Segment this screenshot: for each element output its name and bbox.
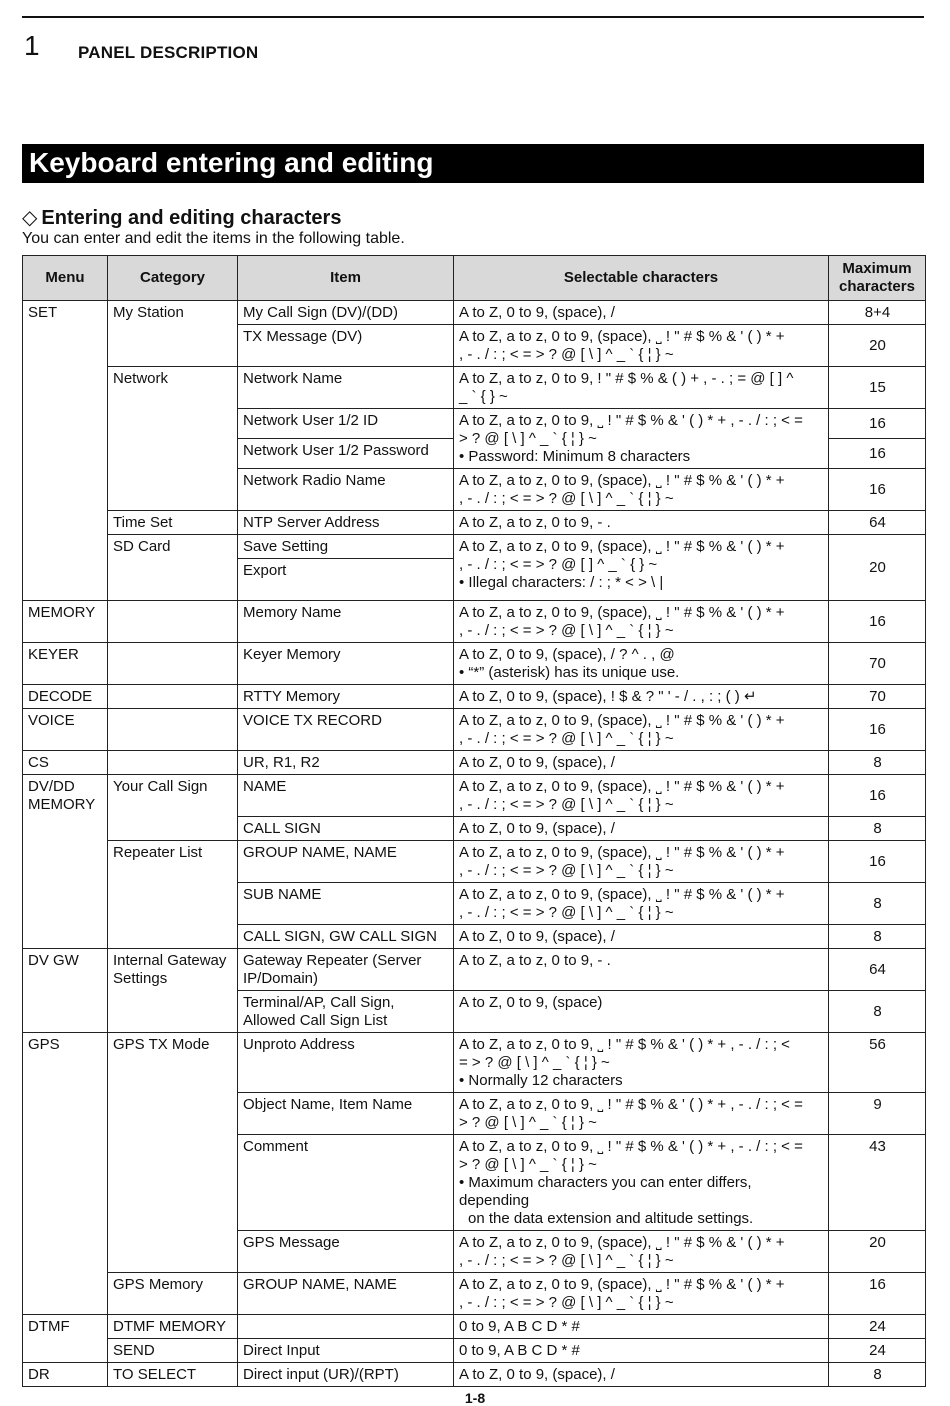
chapter-number: 1 bbox=[24, 30, 40, 61]
cell-max: 64 bbox=[829, 949, 926, 991]
cell-max: 20 bbox=[829, 325, 926, 367]
cell-max: 24 bbox=[829, 1315, 926, 1339]
cell-chars: A to Z, a to z, 0 to 9, (space), ˽ ! " # $ % & ' ( ) * + , - . / : ; < = > ? @ [ \ ] ^ _ ` { ¦ } ~ bbox=[454, 841, 829, 883]
cell-chars: A to Z, a to z, 0 to 9, - . bbox=[454, 949, 829, 991]
cell-category bbox=[108, 643, 238, 685]
cell-max: 16 bbox=[829, 409, 926, 439]
table-row bbox=[23, 367, 926, 409]
cell-max: 8 bbox=[829, 1363, 926, 1387]
cell-category: My Station bbox=[108, 301, 238, 367]
table-row bbox=[23, 1339, 926, 1363]
cell-chars: A to Z, a to z, 0 to 9, (space), ˽ ! " # $ % & ' ( ) * + , - . / : ; < = > ? @ [ \ ] ^ _ ` { ¦ } ~ bbox=[454, 709, 829, 751]
cell-item: Network User 1/2 ID bbox=[238, 409, 454, 439]
cell-chars: A to Z, 0 to 9, (space), / bbox=[454, 925, 829, 949]
cell-max: 16 bbox=[829, 439, 926, 469]
cell-max: 56 bbox=[829, 1033, 926, 1093]
cell-category: DTMF MEMORY bbox=[108, 1315, 238, 1339]
cell-category: Network bbox=[108, 367, 238, 511]
cell-item: Export bbox=[238, 559, 454, 601]
cell-chars: A to Z, 0 to 9, (space), / bbox=[454, 817, 829, 841]
intro-text: You can enter and edit the items in the following table. bbox=[22, 230, 405, 247]
cell-category: Repeater List bbox=[108, 841, 238, 949]
table-row bbox=[23, 301, 926, 325]
cell-max: 15 bbox=[829, 367, 926, 409]
cell-menu: GPS bbox=[23, 1033, 108, 1315]
subsection-title: Entering and editing characters bbox=[41, 207, 342, 229]
cell-item: Comment bbox=[238, 1135, 454, 1231]
cell-category: SD Card bbox=[108, 535, 238, 601]
section-banner bbox=[22, 144, 924, 183]
cell-max: 16 bbox=[829, 601, 926, 643]
cell-max: 16 bbox=[829, 841, 926, 883]
cell-category: Time Set bbox=[108, 511, 238, 535]
table-row bbox=[23, 601, 926, 643]
cell-category bbox=[108, 751, 238, 775]
cell-chars: 0 to 9, A B C D * # bbox=[454, 1339, 829, 1363]
cell-max: 16 bbox=[829, 775, 926, 817]
cell-chars: 0 to 9, A B C D * # bbox=[454, 1315, 829, 1339]
cell-chars: A to Z, a to z, 0 to 9, ˽ ! " # $ % & ' ( ) * + , - . / : ; < = > ? @ [ \ ] ^ _ ` { ¦ } ~ bbox=[454, 1093, 829, 1135]
cell-menu: MEMORY bbox=[23, 601, 108, 643]
cell-chars: A to Z, a to z, 0 to 9, (space), ˽ ! " # $ % & ' ( ) * + , - . / : ; < = > ? @ [ \ ] ^ _ ` { ¦ } ~ bbox=[454, 1231, 829, 1273]
table-row bbox=[23, 685, 926, 709]
page-number: 1-8 bbox=[464, 1390, 486, 1406]
header-category: Category bbox=[108, 256, 238, 301]
cell-item: NAME bbox=[238, 775, 454, 817]
cell-chars: A to Z, 0 to 9, (space), / bbox=[454, 301, 829, 325]
table-header-row bbox=[23, 256, 926, 301]
cell-item: Object Name, Item Name bbox=[238, 1093, 454, 1135]
cell-item: Network Radio Name bbox=[238, 469, 454, 511]
cell-chars: A to Z, a to z, 0 to 9, - . bbox=[454, 511, 829, 535]
cell-item: Direct input (UR)/(RPT) bbox=[238, 1363, 454, 1387]
cell-item: Network User 1/2 Password bbox=[238, 439, 454, 469]
cell-category bbox=[108, 601, 238, 643]
characters-table bbox=[22, 255, 926, 1387]
cell-item: Keyer Memory bbox=[238, 643, 454, 685]
cell-category: SEND bbox=[108, 1339, 238, 1363]
cell-item: GROUP NAME, NAME bbox=[238, 841, 454, 883]
cell-max: 8 bbox=[829, 751, 926, 775]
cell-max: 8 bbox=[829, 883, 926, 925]
table-row bbox=[23, 535, 926, 559]
cell-item: My Call Sign (DV)/(DD) bbox=[238, 301, 454, 325]
section-title: Keyboard entering and editing bbox=[29, 147, 434, 178]
cell-chars: A to Z, a to z, 0 to 9, (space), ˽ ! " # $ % & ' ( ) * + , - . / : ; < = > ? @ [ \ ] ^ _ ` { ¦ } ~ bbox=[454, 325, 829, 367]
cell-item: Terminal/AP, Call Sign, Allowed Call Sign List bbox=[238, 991, 454, 1033]
cell-chars: A to Z, 0 to 9, (space), / bbox=[454, 1363, 829, 1387]
cell-max: 8 bbox=[829, 991, 926, 1033]
cell-menu: CS bbox=[23, 751, 108, 775]
cell-menu: KEYER bbox=[23, 643, 108, 685]
header-selectable-characters: Selectable characters bbox=[454, 256, 829, 301]
cell-item: CALL SIGN bbox=[238, 817, 454, 841]
cell-chars: A to Z, 0 to 9, (space), / bbox=[454, 751, 829, 775]
cell-max: 24 bbox=[829, 1339, 926, 1363]
table-row bbox=[23, 643, 926, 685]
cell-max: 8 bbox=[829, 817, 926, 841]
cell-item: SUB NAME bbox=[238, 883, 454, 925]
cell-item: GROUP NAME, NAME bbox=[238, 1273, 454, 1315]
cell-chars: A to Z, a to z, 0 to 9, (space), ˽ ! " # $ % & ' ( ) * + , - . / : ; < = > ? @ [ \ ] ^ _ ` { ¦ } ~ bbox=[454, 469, 829, 511]
cell-max: 16 bbox=[829, 1273, 926, 1315]
cell-menu: DV/DD MEMORY bbox=[23, 775, 108, 949]
cell-menu: DECODE bbox=[23, 685, 108, 709]
top-rule bbox=[22, 16, 924, 18]
cell-item: TX Message (DV) bbox=[238, 325, 454, 367]
table-row bbox=[23, 775, 926, 817]
cell-item: NTP Server Address bbox=[238, 511, 454, 535]
cell-chars: A to Z, a to z, 0 to 9, ! " # $ % & ( ) + , - . ; = @ [ ] ^ _ ` { } ~ bbox=[454, 367, 829, 409]
table-row bbox=[23, 751, 926, 775]
cell-menu: VOICE bbox=[23, 709, 108, 751]
cell-chars: A to Z, a to z, 0 to 9, ˽ ! " # $ % & ' ( ) * + , - . / : ; < = > ? @ [ \ ] ^ _ ` { ¦ } ~ • Maximum characters you can enter differs, depending on the data extension and altitude settings. bbox=[454, 1135, 829, 1231]
cell-menu: SET bbox=[23, 301, 108, 601]
cell-category: TO SELECT bbox=[108, 1363, 238, 1387]
table-row bbox=[23, 709, 926, 751]
cell-category: Internal Gateway Settings bbox=[108, 949, 238, 1033]
table-row bbox=[23, 1033, 926, 1093]
cell-item: Direct Input bbox=[238, 1339, 454, 1363]
cell-chars: A to Z, a to z, 0 to 9, (space), ˽ ! " # $ % & ' ( ) * + , - . / : ; < = > ? @ [ \ ] ^ _ ` { ¦ } ~ bbox=[454, 601, 829, 643]
cell-max: 8 bbox=[829, 925, 926, 949]
diamond-icon: ◇ bbox=[22, 207, 38, 229]
cell-item bbox=[238, 1315, 454, 1339]
cell-category: GPS Memory bbox=[108, 1273, 238, 1315]
cell-item: Gateway Repeater (Server IP/Domain) bbox=[238, 949, 454, 991]
cell-category bbox=[108, 709, 238, 751]
cell-menu: DV GW bbox=[23, 949, 108, 1033]
table-row bbox=[23, 511, 926, 535]
cell-chars: A to Z, a to z, 0 to 9, (space), ˽ ! " # $ % & ' ( ) * + , - . / : ; < = > ? @ [ ] ^ _ ` { } ~ • Illegal characters: / : ; * < > \ | bbox=[454, 535, 829, 601]
cell-item: RTTY Memory bbox=[238, 685, 454, 709]
table-row bbox=[23, 1273, 926, 1315]
cell-menu: DTMF bbox=[23, 1315, 108, 1363]
cell-max: 20 bbox=[829, 1231, 926, 1273]
cell-max: 43 bbox=[829, 1135, 926, 1231]
cell-chars: A to Z, 0 to 9, (space), / ? ^ . , @ • “*” (asterisk) has its unique use. bbox=[454, 643, 829, 685]
cell-item: Unproto Address bbox=[238, 1033, 454, 1093]
cell-menu: DR bbox=[23, 1363, 108, 1387]
cell-category bbox=[108, 685, 238, 709]
table-row bbox=[23, 1363, 926, 1387]
cell-chars: A to Z, 0 to 9, (space) bbox=[454, 991, 829, 1033]
cell-max: 9 bbox=[829, 1093, 926, 1135]
header-item: Item bbox=[238, 256, 454, 301]
subsection-heading bbox=[22, 205, 341, 230]
cell-item: UR, R1, R2 bbox=[238, 751, 454, 775]
cell-chars: A to Z, 0 to 9, (space), ! $ & ? " ' - / . , : ; ( ) ↵ bbox=[454, 685, 829, 709]
cell-item: Network Name bbox=[238, 367, 454, 409]
cell-max: 20 bbox=[829, 535, 926, 601]
cell-item: GPS Message bbox=[238, 1231, 454, 1273]
header-maximum-characters: Maximum characters bbox=[829, 256, 926, 301]
chapter-title: PANEL DESCRIPTION bbox=[78, 43, 259, 62]
cell-max: 16 bbox=[829, 469, 926, 511]
cell-item: Save Setting bbox=[238, 535, 454, 559]
cell-chars: A to Z, a to z, 0 to 9, (space), ˽ ! " # $ % & ' ( ) * + , - . / : ; < = > ? @ [ \ ] ^ _ ` { ¦ } ~ bbox=[454, 1273, 829, 1315]
header-menu: Menu bbox=[23, 256, 108, 301]
cell-max: 8+4 bbox=[829, 301, 926, 325]
cell-chars: A to Z, a to z, 0 to 9, (space), ˽ ! " # $ % & ' ( ) * + , - . / : ; < = > ? @ [ \ ] ^ _ ` { ¦ } ~ bbox=[454, 883, 829, 925]
cell-item: VOICE TX RECORD bbox=[238, 709, 454, 751]
cell-item: CALL SIGN, GW CALL SIGN bbox=[238, 925, 454, 949]
cell-max: 16 bbox=[829, 709, 926, 751]
table-row bbox=[23, 949, 926, 991]
cell-category: Your Call Sign bbox=[108, 775, 238, 841]
cell-chars: A to Z, a to z, 0 to 9, ˽ ! " # $ % & ' ( ) * + , - . / : ; < = > ? @ [ \ ] ^ _ ` { ¦ } ~ • Password: Minimum 8 characters bbox=[454, 409, 829, 469]
cell-chars: A to Z, a to z, 0 to 9, (space), ˽ ! " # $ % & ' ( ) * + , - . / : ; < = > ? @ [ \ ] ^ _ ` { ¦ } ~ bbox=[454, 775, 829, 817]
cell-max: 64 bbox=[829, 511, 926, 535]
table-row bbox=[23, 841, 926, 883]
cell-category: GPS TX Mode bbox=[108, 1033, 238, 1273]
cell-chars: A to Z, a to z, 0 to 9, ˽ ! " # $ % & ' ( ) * + , - . / : ; < = > ? @ [ \ ] ^ _ ` { ¦ } ~ • Normally 12 characters bbox=[454, 1033, 829, 1093]
cell-item: Memory Name bbox=[238, 601, 454, 643]
table-row bbox=[23, 1315, 926, 1339]
cell-max: 70 bbox=[829, 643, 926, 685]
cell-max: 70 bbox=[829, 685, 926, 709]
